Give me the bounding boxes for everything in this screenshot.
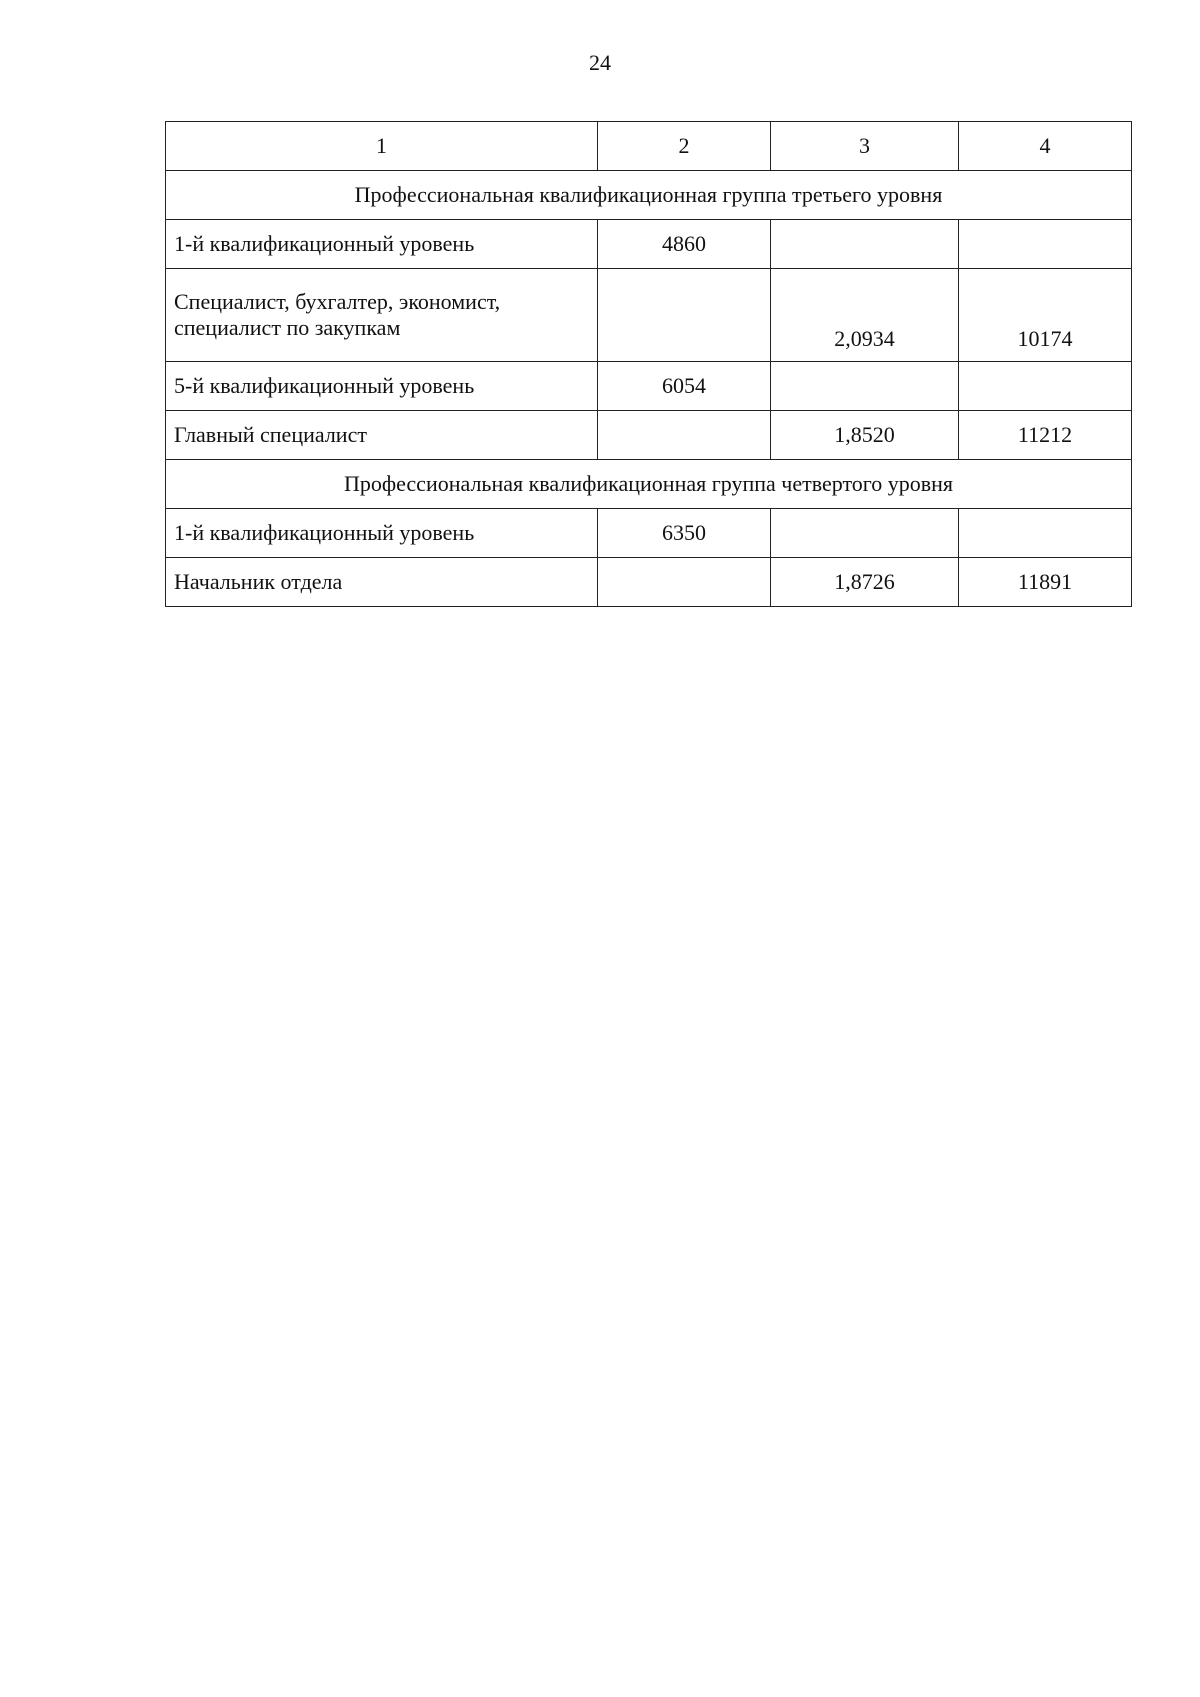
table-header-row	[166, 122, 1132, 171]
column-number-3: 3	[771, 122, 959, 171]
row-salary: 10174	[959, 269, 1132, 362]
row-base-salary	[598, 411, 771, 460]
column-number-1: 1	[166, 122, 598, 171]
row-name: Главный специалист	[166, 411, 598, 460]
table-row	[166, 269, 1132, 362]
table-row	[166, 509, 1132, 558]
column-number-4: 4	[959, 122, 1132, 171]
table-row	[166, 220, 1132, 269]
row-coefficient: 2,0934	[771, 269, 959, 362]
row-coefficient: 1,8726	[771, 558, 959, 607]
row-name: 1-й квалификационный уровень	[166, 220, 598, 269]
row-name-line-2: специалист по закупкам	[174, 315, 401, 340]
group-heading-row	[166, 171, 1132, 220]
row-name: 5-й квалификационный уровень	[166, 362, 598, 411]
row-coefficient	[771, 509, 959, 558]
group-heading-fourth-level: Профессиональная квалификационная группа четвертого уровня	[166, 460, 1132, 509]
salary-table	[165, 121, 1132, 607]
row-name: 1-й квалификационный уровень	[166, 509, 598, 558]
table-row	[166, 362, 1132, 411]
row-base-salary: 6054	[598, 362, 771, 411]
table-row	[166, 558, 1132, 607]
row-base-salary: 4860	[598, 220, 771, 269]
row-salary: 11891	[959, 558, 1132, 607]
column-number-2: 2	[598, 122, 771, 171]
group-heading-row	[166, 460, 1132, 509]
page-number: 24	[589, 50, 611, 75]
row-base-salary	[598, 269, 771, 362]
row-base-salary	[598, 558, 771, 607]
row-name-line-1: Специалист, бухгалтер, экономист,	[174, 289, 501, 314]
row-salary	[959, 362, 1132, 411]
row-salary	[959, 220, 1132, 269]
row-salary: 11212	[959, 411, 1132, 460]
table-row	[166, 411, 1132, 460]
row-name: Начальник отдела	[166, 558, 598, 607]
row-base-salary: 6350	[598, 509, 771, 558]
row-coefficient	[771, 220, 959, 269]
row-coefficient	[771, 362, 959, 411]
row-name	[166, 269, 598, 362]
row-salary	[959, 509, 1132, 558]
group-heading-third-level: Профессиональная квалификационная группа третьего уровня	[166, 171, 1132, 220]
row-coefficient: 1,8520	[771, 411, 959, 460]
